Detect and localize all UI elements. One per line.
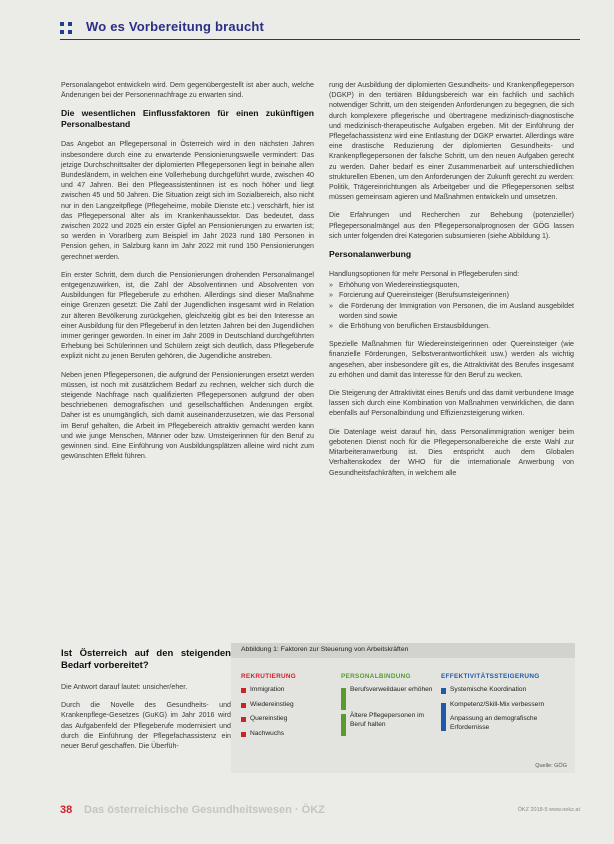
bar-bullet-icon [441, 717, 446, 731]
figure-item [441, 715, 566, 732]
question-heading: Ist Österreich auf den steigenden Bedarf vorbereitet? [61, 648, 231, 671]
page-number: 38 [60, 804, 73, 816]
figure-source: Quelle: GÖG [535, 763, 567, 769]
figure-item [241, 730, 341, 739]
figure-item [441, 686, 566, 695]
figure-item [241, 701, 341, 710]
list-item: » Forcierung auf Quereinsteiger (Berufsumsteigerinnen) [329, 290, 574, 300]
figure-column-heading: REKRUTIERUNG [241, 673, 297, 680]
question-box [61, 648, 231, 759]
figure-item-label: Wiedereinstieg [250, 700, 294, 708]
running-header [60, 18, 580, 42]
figure-column-heading: PERSONALBINDUNG [341, 673, 411, 680]
square-bullet-icon [241, 717, 246, 722]
figure-item-label: Kompetenz/Skill-Mix verbessern [450, 700, 545, 708]
figure-caption: Abbildung 1: Faktoren zur Steuerung von Arbeitskräften [241, 646, 409, 653]
section-heading: Die wesentlichen Einflussfaktoren für einen zukünftigen Personalbestand [61, 108, 314, 130]
bar-bullet-icon [441, 688, 446, 694]
figure-factors [231, 643, 575, 773]
figure-item-label: Quereinstieg [250, 715, 288, 722]
figure-column-heading: EFFEKTIVITÄTSSTEIGERUNG [441, 673, 540, 680]
publication-title: Das österreichische Gesundheitswesen · ÖKZ [84, 804, 325, 816]
header-rule [60, 39, 580, 40]
figure-column-retention [341, 673, 441, 738]
paragraph: Spezielle Maßnahmen für Wiedereinsteigerinnen oder Quereinsteiger (wie finanzielle Förderungen, Selbstverantwortlichkeit usw.) werden als wichtig angesehen, aber insbesondere gilt es, die Attraktivität des Berufes insgesamt zu erhöhen und damit das Interesse für den Beruf zu wecken. [329, 340, 574, 379]
figure-item-label: Immigration [250, 686, 285, 693]
figure-caption-bar [231, 643, 575, 658]
paragraph: rung der Ausbildung der diplomierten Gesundheits- und Krankenpflegeperson (DGKP) in den tertiären Bildungsbereich war ein fachlich und sachlich notwendiger Schritt, um den steigenden Anforderungen zu begegnen, die sich durch komplexere pflegerische und übertragene medizinisch-diagnostische und medizinisch-therapeutische Aufgaben ergeben. Mit der Einführung der Pflegefachassistenz wird eine Entlastung der DGKP erwartet. Allerdings wäre eine drastische Reduzierung der diplomierten Gesundheits- und Krankenpflegepersonen der falsche Schritt, um den neuen Aufgaben gerecht zu werden. Daher bedarf es einer Zusammenarbeit auf unterschiedlichen strukturellen Ebenen, um den Anforderungen der Zukunft gerecht zu werden: Politik, Trägereinrichtungen als Arbeitgeber und die Pflegepersonen selbst müssen gemeinsam agieren und Maßnahmen entwickeln und umsetzen. [329, 81, 574, 202]
paragraph: Ein erster Schritt, dem durch die Pensionierungen drohenden Personalmangel entgegenzuwirken, ist, die Zahl der Absolventinnen und Absolventen von Ausbildungen für Pflegeberufe zu erhöhen. Allerdings sind dieser Maßnahme einige Grenzen gesetzt: Die Zahl der Jugendlichen insgesamt wird in Relation zur älteren Bevölkerung zurückgehen, gleichzeitig gibt es bei den Interesse an einer Ausbildung für den Pflegeberuf in den letzten Jahren bei den Jugendlichen immer geringer geworden. In einer im Jahr 2009 in Deutschland durchgeführten Erhebung bei Schülerinnen und Schülern zeigt sich deutlich, dass Pflegeberufe explizit nicht zu jenen Berufen gehören, die Jugendliche anstreben. [61, 270, 314, 361]
list-item: » die Förderung der Immigration von Personen, die im Ausland ausgebildet worden sind sowie [329, 301, 574, 321]
figure-item [341, 686, 441, 706]
square-bullet-icon [241, 703, 246, 708]
figure-column-recruitment [241, 673, 341, 744]
bar-bullet-icon [341, 688, 346, 710]
square-bullet-icon [241, 688, 246, 693]
figure-item [441, 701, 566, 710]
bullet-list [329, 280, 574, 331]
paragraph: Das Angebot an Pflegepersonal in Österreich wird in den nächsten Jahren insbesondere durch eine zu erwartende Pensionierungswelle vermindert: Das jetzige Durchschnittsalter der diplomierten Pflegepersonen liegt in beinahe allen Bundesländern, in welchen eine Vollerhebung durchgeführt wurde, zwischen 40 und 47 Jahren. Bei den Pflegeassistentinnen ist es noch höher und liegt zwischen 45 und 50 Jahren. Die Situation zeigt sich im Sozialbereich, also nicht nur in den Langzeitpflege (Pflegeheime, mobile Dienste etc.) verschärft, hier ist das Pflegepersonal älter als im Krankenhaussektor. Das bedeutet, dass zwischen 2022 und 2025 ein erster Gipfel an Pensionierungen zu erwarten ist; so werden in Vorarlberg zum Beispiel im Jahr 2023 rund 180 Personen in Pension gehen, in Salzburg kann im Jahr 2022 mit rund 150 Pensionierungen gerechnet werden. [61, 140, 314, 261]
paragraph: Personalangebot entwickeln wird. Dem gegenübergestellt ist aber auch, welche Änderungen bei der Personennachfrage zu erwarten sind. [61, 81, 314, 100]
left-column [61, 80, 314, 470]
section-title: Wo es Vorbereitung braucht [86, 19, 265, 34]
figure-item-label: Systemische Koordination [450, 686, 527, 693]
grid-dots-icon [60, 22, 72, 34]
square-bullet-icon [241, 732, 246, 737]
paragraph: Die Erfahrungen und Recherchen zur Behebung (potenzieller) Pflegepersonalmängel aus den Pflegepersonalprognosen der GÖG lassen sich unter folgenden drei Kategorien subsumieren (siehe Abbildung 1). [329, 211, 574, 240]
figure-item-label: Ältere Pflegepersonen im Beruf halten [350, 712, 425, 728]
paragraph: Die Antwort darauf lautet: unsicher/eher. [61, 683, 188, 691]
right-column [329, 80, 574, 486]
figure-item [241, 715, 341, 724]
paragraph: Neben jenen Pflegepersonen, die aufgrund der Pensionierungen ersetzt werden müssen, ist noch mit zusätzlichem Bedarf zu rechnen, welcher sich durch die steigende Nachfrage nach qualifizierten Pflegepersonen aufgrund der oben beschriebenen demografischen und gesellschaftlichen Änderungen ergibt. Daher ist es unumgänglich, sich damit auseinanderzusetzen, wie das Personal im Beruf gehalten, die Arbeit im Pflegebereich attraktiv gemacht werden kann und wie junge Menschen, Männer oder bzw. Umsteigerinnen für den Beruf zu gewinnen sind. Eine Einführung von Ausbildungsplätzen alleine wird nicht zum gewünschten Effekt führen. [61, 370, 314, 461]
figure-item-label: Anpassung an demografische Erfordernisse [450, 715, 538, 731]
page-footer [60, 804, 580, 818]
paragraph: Die Datenlage weist darauf hin, dass Personalimmigration weniger beim gebotenen Dienst noch für die Pflegepersonalbereiche die erste Wahl zur Mitarbeiteranwerbung ist. Dies entspricht auch dem Globalen Verhaltenskodex der WHO für die internationale Anwerbung von Gesundheitsfachkräften, in welchem alle [329, 427, 574, 477]
list-item: » Erhöhung von Wiedereinstiegsquoten, [329, 280, 574, 290]
section-heading: Personalanwerbung [329, 249, 412, 260]
list-item: » die Erhöhung von beruflichen Erstausbildungen. [329, 321, 574, 331]
paragraph: Handlungsoptionen für mehr Personal in Pflegeberufen sind: [329, 270, 520, 279]
figure-item-label: Berufsverweildauer erhöhen [350, 686, 433, 693]
paragraph: Durch die Novelle des Gesundheits- und Krankenpflege-Gesetzes (GuKG) im Jahr 2016 wird das Aufgabenfeld der Pflegeberufe modernisiert und durch die Einführung der Pflegefachassistenz ein neuer Beruf geschaffen. Die Überfüh- [61, 701, 231, 751]
figure-item [341, 712, 441, 732]
figure-item [241, 686, 341, 695]
figure-column-effectiveness [441, 673, 566, 738]
bar-bullet-icon [341, 714, 346, 736]
figure-item-label: Nachwuchs [250, 729, 285, 737]
paragraph: Die Steigerung der Attraktivität eines Berufs und das damit verbundene Image lassen sich durch eine Kombination von Maßnahmen verwirklichen, die dann ebenfalls auf Personalbindung und Effizienzsteigerung wirken. [329, 389, 574, 418]
footer-info: ÖKZ 2018-5 www.oekz.at [517, 807, 580, 813]
